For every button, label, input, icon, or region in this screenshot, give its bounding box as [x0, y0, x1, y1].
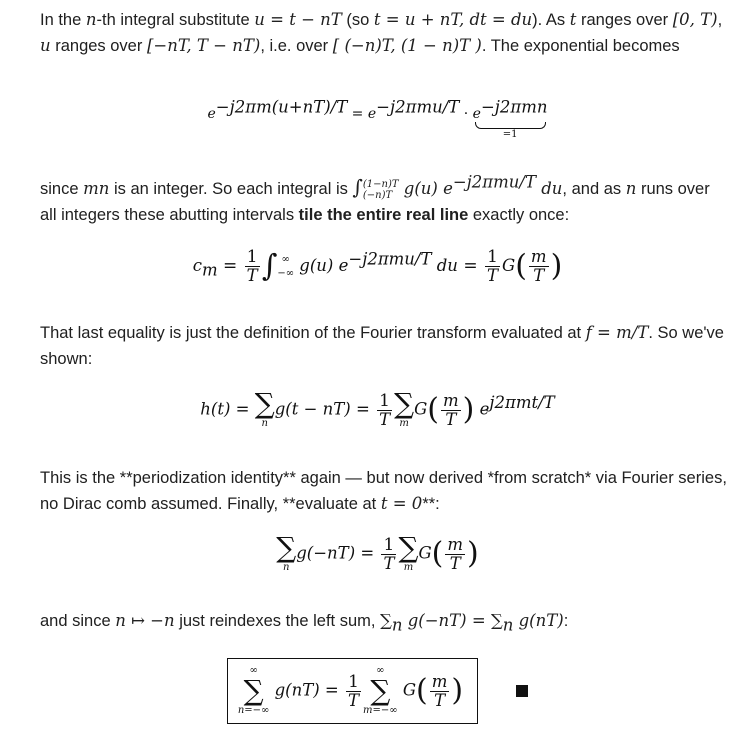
math: g(u) e: [294, 256, 349, 275]
math-superscript: −j2πmn: [480, 97, 548, 117]
equation-poisson-summation: [0, 658, 755, 724]
fraction-numerator: 1: [346, 673, 361, 692]
integral-upper-limit: (1−n)T: [362, 178, 399, 190]
sum-lower-limit: n=−∞: [237, 705, 270, 716]
equation-periodization: [0, 387, 755, 430]
fraction: [430, 673, 450, 710]
fraction-numerator: m: [530, 247, 547, 266]
math-inline: [−nT, T − nT): [146, 36, 261, 55]
math: e: [472, 106, 481, 122]
math: G: [397, 680, 417, 700]
math: =: [457, 256, 483, 276]
sum-upper-limit: ∞: [376, 665, 385, 676]
sum-limit: m: [399, 418, 409, 429]
fraction-denominator: T: [533, 266, 545, 285]
sum-symbol: ∑: [398, 531, 419, 564]
text: ,: [717, 11, 723, 29]
math: du: [431, 256, 458, 275]
sum-symbol: ∑: [490, 611, 503, 630]
integral-limits: [277, 253, 294, 281]
sum-limit: n: [283, 562, 290, 573]
math-subscript: m: [201, 260, 218, 280]
text: In the: [40, 11, 86, 29]
math-inline: f = m/T: [585, 323, 649, 342]
math: =: [217, 256, 243, 276]
text: (so: [341, 11, 374, 29]
equation-fourier-coefficient: [0, 248, 755, 285]
equation-evaluate-at-zero: [0, 531, 755, 574]
text: . So we've shown:: [40, 324, 724, 368]
right-paren-icon: ): [550, 248, 563, 284]
right-paren-icon: ): [451, 673, 464, 708]
text: runs over all integers these abutting intervals: [40, 180, 710, 224]
math-inline: u: [40, 36, 51, 55]
sum-symbol: ∑: [394, 387, 415, 420]
fraction: [445, 536, 465, 573]
math-inline: n: [85, 10, 97, 29]
text: :: [563, 612, 569, 630]
math: ·: [459, 106, 473, 122]
sum-limit: m: [403, 562, 414, 573]
text: ranges over: [50, 37, 147, 55]
fraction: [245, 248, 260, 285]
underbrace-group: [472, 97, 548, 141]
math-subscript: n: [502, 615, 514, 635]
math-superscript: −j2πmu/T: [348, 249, 432, 269]
math-subscript: n: [391, 615, 403, 635]
math: e: [367, 106, 377, 122]
math-inline: t: [569, 10, 577, 29]
fraction-denominator: T: [434, 690, 446, 710]
fraction-denominator: T: [246, 266, 258, 285]
text: -th integral substitute: [96, 11, 255, 29]
sum-lower-limit: m=−∞: [363, 705, 398, 716]
fraction-numerator: m: [431, 671, 448, 691]
math-inline: n ↦ −n: [115, 611, 175, 630]
math-superscript: −j2πmu/T: [452, 172, 536, 192]
fraction-denominator: T: [383, 553, 395, 573]
text: exactly once:: [468, 206, 570, 224]
text: is an integer. So each integral is: [109, 180, 353, 198]
text: That last equality is just the definition of the Fourier transform evaluated at: [40, 324, 586, 342]
left-paren-icon: (: [427, 392, 439, 427]
text: , and as: [562, 180, 626, 198]
sum-symbol: ∑: [243, 674, 264, 707]
right-paren-icon: ): [462, 392, 475, 427]
integral-limits: [363, 179, 399, 201]
fraction-numerator: m: [443, 390, 459, 410]
paragraph-reindex: [40, 608, 730, 634]
text: . The exponential becomes: [481, 37, 680, 55]
fraction: [346, 673, 361, 710]
text: just reindexes the left sum,: [174, 612, 381, 630]
equation-exponential-split: [0, 97, 755, 141]
math-superscript: −j2πmu/T: [376, 97, 460, 117]
text: ranges over: [576, 11, 673, 29]
math-inline: t = u + nT, dt = du: [373, 10, 533, 29]
fraction-numerator: 1: [377, 392, 392, 411]
summation: [394, 387, 415, 430]
text: and since: [40, 612, 116, 630]
text: This is the **periodization identity** again — but now derived *from scratch* via Fourier series, no Dirac comb assumed. Finally, **evaluate at: [40, 469, 727, 513]
sum-limit: n: [261, 418, 268, 429]
math-superscript: j2πmt/T: [489, 392, 555, 412]
math: G: [502, 256, 516, 275]
fraction-denominator: T: [379, 409, 391, 429]
sum-symbol: ∑: [276, 531, 297, 564]
paragraph-periodization-note: [40, 465, 730, 517]
math-inline: g(nT): [513, 611, 564, 630]
math: g(−nT) =: [296, 543, 380, 563]
sum-symbol: ∑: [380, 611, 392, 630]
text: ). As: [532, 11, 570, 29]
text: **:: [422, 495, 440, 513]
paragraph-substitution: [40, 7, 730, 59]
right-paren-icon: ): [467, 536, 479, 571]
math: c: [192, 256, 202, 275]
fraction-numerator: 1: [245, 248, 260, 267]
math: e: [207, 106, 216, 122]
sum-symbol: ∑: [254, 387, 275, 420]
underbrace-label: =1: [502, 129, 518, 140]
fraction-denominator: T: [445, 409, 457, 429]
math: G: [414, 399, 428, 419]
math: e: [474, 399, 490, 419]
fraction-numerator: 1: [485, 248, 500, 267]
fraction: [485, 248, 500, 285]
left-paren-icon: (: [515, 248, 527, 284]
summation: [398, 531, 419, 574]
fraction-denominator: T: [487, 266, 499, 285]
fraction: [441, 392, 461, 429]
integral-symbol: ∫: [352, 175, 363, 199]
math: h(t) =: [200, 399, 255, 419]
fraction: [377, 392, 392, 429]
summation: [276, 531, 297, 574]
integral-lower-limit: (−n)T: [362, 189, 393, 201]
summation: [238, 665, 270, 717]
sum-symbol: ∑: [370, 674, 391, 707]
math: g(t − nT) =: [274, 399, 376, 419]
math-inline: [ (−n)T, (1 − n)T ): [332, 36, 482, 55]
math-inline: [0, T): [672, 10, 718, 29]
fraction-denominator: T: [348, 690, 360, 710]
qed-square-icon: [516, 685, 528, 697]
math-inline: du: [535, 179, 563, 198]
math-inline: g(u) e: [398, 179, 453, 198]
fraction-numerator: m: [447, 534, 464, 554]
math: G: [418, 543, 432, 563]
summation: [363, 665, 398, 717]
left-paren-icon: (: [431, 536, 444, 571]
math-inline: t = 0: [380, 494, 423, 513]
math-inline: g(−nT) =: [402, 611, 491, 630]
left-paren-icon: (: [416, 673, 428, 708]
sum-upper-limit: ∞: [249, 665, 258, 676]
underbrace-icon: [475, 122, 546, 129]
math-inline: mn: [83, 179, 110, 198]
paragraph-fourier-definition: [40, 320, 730, 372]
integral-upper-limit: ∞: [281, 253, 290, 265]
integral-lower-limit: −∞: [277, 267, 295, 279]
text: since: [40, 180, 84, 198]
result-box: [227, 658, 478, 724]
math: g(nT) =: [269, 680, 345, 700]
paragraph-integral-tiling: [40, 174, 730, 228]
math-inline: u = t − nT: [254, 10, 342, 29]
fraction-denominator: T: [449, 553, 461, 573]
math-superscript: −j2πm(u+nT)/T: [215, 97, 348, 117]
math: =: [347, 106, 368, 122]
fraction: [381, 536, 396, 573]
math-inline: n: [625, 179, 637, 198]
text: , i.e. over: [260, 37, 333, 55]
summation: [254, 387, 275, 430]
fraction-numerator: 1: [381, 536, 396, 555]
fraction: [529, 248, 549, 285]
integral-symbol: ∫: [261, 248, 278, 284]
bold-text: tile the entire real line: [298, 206, 469, 224]
